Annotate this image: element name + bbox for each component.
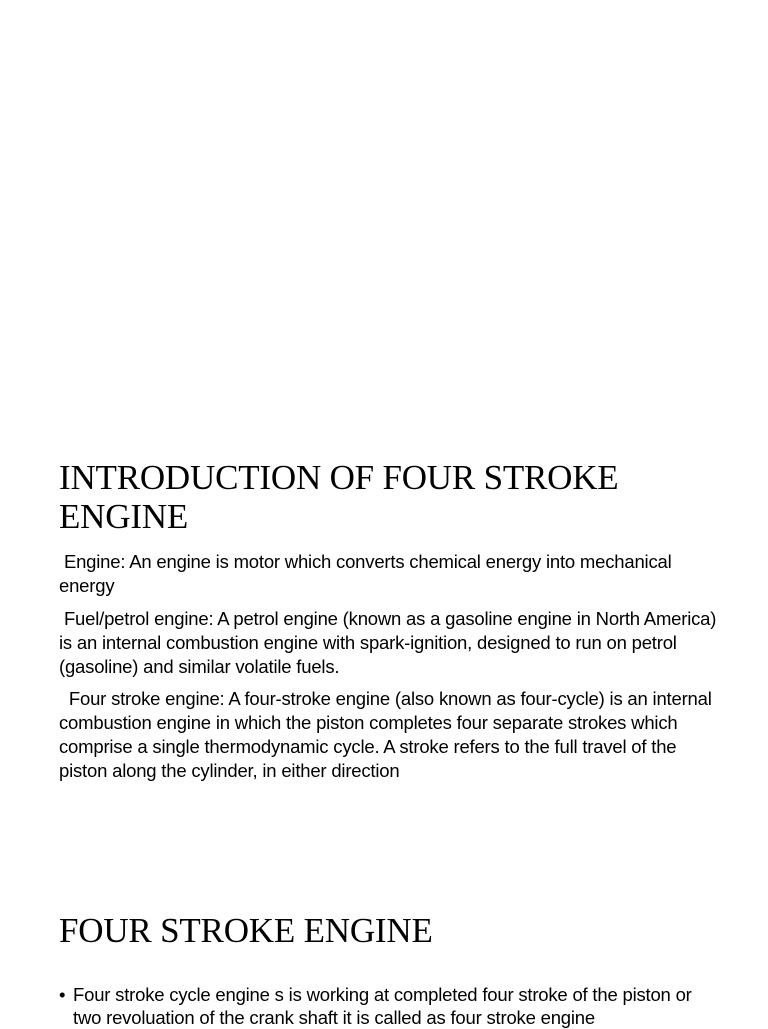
slide-four-stroke-engine xyxy=(0,895,768,1028)
petrol-engine-paragraph: Fuel/petrol engine: A petrol engine (known as a gasoline engine in North America) is an internal combustion engine with spark-ignition, designed to run on petrol (gasoline) and similar volatile fuels. xyxy=(59,608,722,677)
engine-definition-paragraph: Engine: An engine is motor which converts chemical energy into mechanical energy xyxy=(59,551,677,596)
four-stroke-engine-paragraph: Four stroke engine: A four-stroke engine (also known as four-cycle) is an internal combustion engine in which the piston completes four separate strokes which comprise a single thermodynamic cycle. A stroke refers to the full travel of the piston along the cylinder, in either direction xyxy=(59,688,717,781)
list-item xyxy=(59,983,719,1029)
slide-title: INTRODUCTION OF FOUR STROKE ENGINE xyxy=(59,458,619,536)
bullet-list xyxy=(59,983,719,1029)
bullet-icon: • xyxy=(59,984,66,1005)
bullet-text: Four stroke cycle engine s is working at completed four stroke of the piston or two revoluation of the crank shaft it is called as four stroke engine xyxy=(73,984,692,1028)
slide-title: FOUR STROKE ENGINE xyxy=(59,911,433,950)
slide-introduction xyxy=(0,440,768,820)
